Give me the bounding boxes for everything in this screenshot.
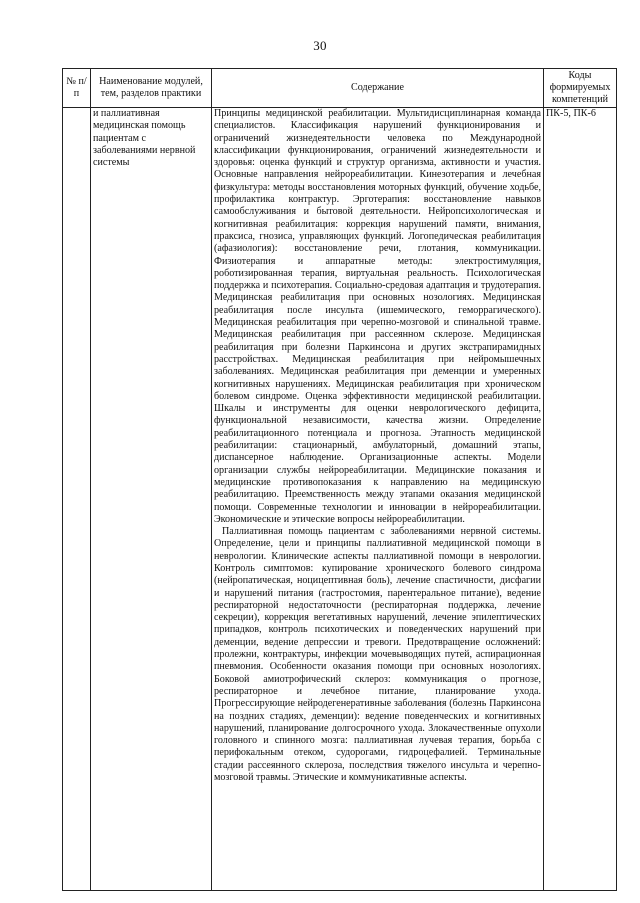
- row-number: [63, 108, 91, 891]
- header-module-name: Наименование модулей, тем, разделов практики: [91, 69, 212, 108]
- header-competency-codes: Коды формируемых компетенций: [544, 69, 617, 108]
- row-competency-codes: ПК-5, ПК-6: [544, 108, 617, 891]
- table-row: [63, 108, 617, 891]
- table-header-row: [63, 69, 617, 108]
- curriculum-table: [62, 68, 617, 891]
- page-number: 30: [313, 38, 327, 53]
- header-number: № п/п: [63, 69, 91, 108]
- content-paragraph-rehabilitation: Принципы медицинской реабилитации. Мультидисциплинарная команда специалистов. Классификация нарушений функционирования и ограничений жизнедеятельности человека по Международной классификации функционирования, ограничений жизнедеятельности и здоровья: оценка функций и структур организма, активности и участия. Основные направления нейрореабилитации. Кинезотерапия и лечебная физкультура: методы восстановления моторных функций, обучение ходьбе, профилактика контрактур. Эрготерапия: восстановление навыков самообслуживания и бытовой деятельности. Нейропсихологическая и когнитивная реабилитация: коррекция нарушений памяти, внимания, праксиса, гнозиса, управляющих функций. Логопедическая реабилитация (афазиология): восстановление речи, глотания, коммуникации. Физиотерапия и аппаратные методы: электростимуляция, роботизированная терапия, виртуальная реальность. Психологическая поддержка и психотерапия. Социально-средовая адаптация и трудотерапия. Медицинская реабилитация при основных нозологиях. Медицинская реабилитация после инсульта (ишемического, геморрагического). Медицинская реабилитация при черепно-мозговой и спинальной травме. Медицинская реабилитация при рассеянном склерозе. Медицинская реабилитация при болезни Паркинсона и других экстрапирамидных расстройствах. Медицинская реабилитация при нейромышечных заболеваниях. Медицинская реабилитация при деменции и умеренных когнитивных нарушениях. Медицинская реабилитация при хроническом болевом синдроме. Оценка эффективности медицинской реабилитации. Шкалы и инструменты для оценки неврологического дефицита, функциональной независимости, качества жизни. Определение реабилитационного потенциала и прогноза. Этапность медицинской реабилитации: стационарный, амбулаторный, домашний этапы, диспансерное наблюдение. Организационные аспекты. Модели организации службы нейрореабилитации. Медицинские показания и медицинские противопоказания к направлению на медицинскую реабилитацию. Преемственность между этапами оказания медицинской помощи. Современные технологии и инновации в нейрореабилитации. Экономические и этические вопросы нейрореабилитации.: [214, 108, 541, 525]
- row-module-name: и паллиативная медицинская помощь пациентам с заболеваниями нервной системы: [91, 108, 212, 891]
- content-paragraph-palliative: Паллиативная помощь пациентам с заболеваниями нервной системы. Определение, цели и принципы паллиативной медицинской помощи в неврологии. Клинические аспекты паллиативной помощи в неврологии. Контроль симптомов: купирование хронического болевого синдрома (нейропатическая, ноцицептивная боль), лечение спастичности, дисфагии и нарушений питания (гастростомия, парентеральное питание), ведение респираторной недостаточности (респираторная поддержка, лечение секреции), коррекция вегетативных нарушений, лечение эпилептических припадков, контроль психотических и поведенческих нарушений при деменции, ведение депрессии и тревоги. Предотвращение осложнений: пролежни, контрактуры, инфекции мочевыводящих путей, аспирационная пневмония. Особенности оказания помощи при основных нозологиях. Боковой амиотрофический склероз: коммуникация о прогнозе, респираторное и лечебное питание, планирование ухода. Прогрессирующие нейродегенеративные заболевания (болезнь Паркинсона на поздних стадиях, деменции): ведение поведенческих и когнитивных нарушений, планирование долгосрочного ухода. Злокачественные опухоли головного и спинного мозга: паллиативная лучевая терапия, борьба с перифокальным отеком, судорогами, гидроцефалией. Терминальные стадии рассеянного склероза, последствия тяжелого инсульта и черепно-мозговой травмы. Этические и коммуникативные аспекты.: [214, 526, 541, 784]
- row-content: [212, 108, 544, 891]
- header-content: Содержание: [212, 69, 544, 108]
